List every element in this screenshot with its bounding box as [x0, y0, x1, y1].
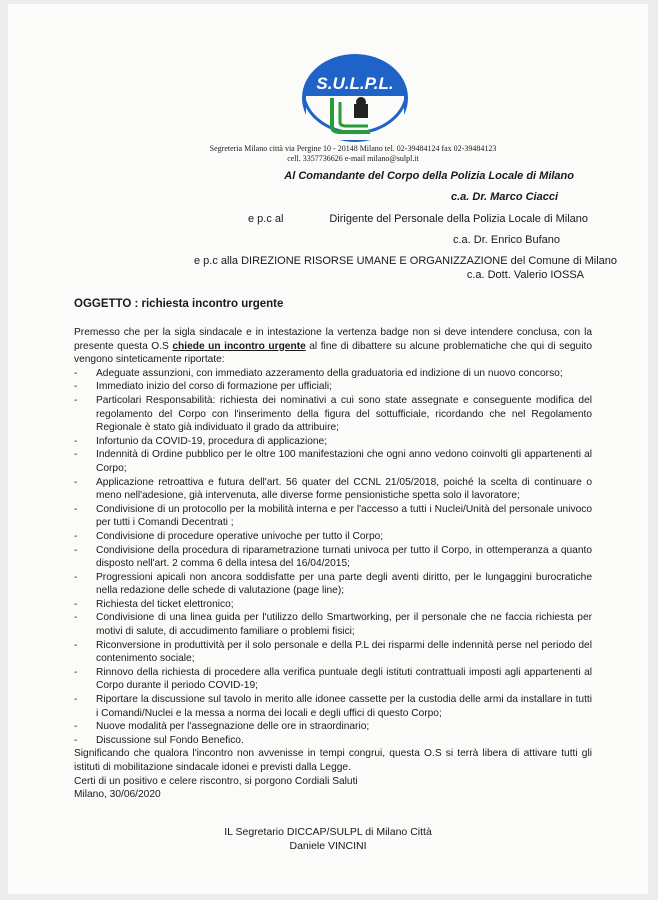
signature-title: IL Segretario DICCAP/SULPL di Milano Città — [224, 826, 432, 838]
list-item: - Infortunio da COVID-19, procedura di applicazione; — [74, 435, 592, 449]
list-item: - Condivisione della procedura di riparametrazione turnati univoca per tutto il Corpo, in ottemperanza a quanto disposto nell'art. 2 comma 6 della intesa del 16/04/2015; — [74, 544, 592, 571]
recipient-personnel: Dirigente del Personale della Polizia Locale di Milano — [329, 213, 588, 225]
list-item: - Condivisione di procedure operative univoche per tutto il Corpo; — [74, 530, 592, 544]
list-item: - Applicazione retroattiva e futura dell'art. 56 quater del CCNL 21/05/2018, poiché la scelta di continuare o meno nell'adesione, già intervenuta, alle diverse forme pensionistiche spetta solo il lavoratore; — [74, 476, 592, 503]
recipient-cc-prefix: e p.c al — [248, 213, 284, 225]
list-item: - Rinnovo della richiesta di procedere alla verifica puntuale degli istituti contrattuali imposti agli appartenenti al Corpo durante il periodo COVID-19; — [74, 666, 592, 693]
intro-paragraph: Premesso che per la sigla sindacale e in intestazione la vertenza badge non si deve intendere conclusa, con la presente questa O.S chiede un incontro urgente al fine di dibattere su alcune problematiche che qui di seguito vengono sinteticamente riportate: — [74, 327, 592, 366]
letterhead — [158, 144, 548, 164]
list-item: - Riportare la discussione sul tavolo in merito alle idonee cassette per la custodia delle armi da installare in tutti i Comandi/Nuclei e la messa a norma dei locali e degli uffici di questo Corpo; — [74, 693, 592, 720]
list-item: - Indennità di Ordine pubblico per le oltre 100 manifestazioni che ogni anno vedono coinvolti gli appartenenti al Corpo; — [74, 448, 592, 475]
recipient-commander: Al Comandante del Corpo della Polizia Locale di Milano — [284, 170, 574, 182]
sulpl-logo — [300, 52, 410, 144]
intro-emphasis: chiede un incontro urgente — [172, 340, 306, 352]
logo-text: S.U.L.P.L. — [316, 74, 394, 93]
list-item: - Particolari Responsabilità: richiesta dei nominativi a cui sono state assegnate e conseguente modifica del regolamento del Corpo con l'inserimento della figura del sottufficiale, ricordando che nel Regolamento Regionale è stato già individuato il grado da attribuire; — [74, 394, 592, 435]
signature-name: Daniele VINCINI — [289, 840, 367, 852]
request-list — [74, 367, 592, 748]
document-page — [8, 4, 648, 894]
list-item: - Nuove modalità per l'assegnazione delle ore in straordinario; — [74, 720, 592, 734]
list-item: - Condivisione di un protocollo per la mobilità interna e per l'accesso a tutti i Nuclei/Unità del personale univoco per tutti i Comandi Decentrati ; — [74, 503, 592, 530]
list-item: - Immediato inizio del corso di formazione per ufficiali; — [74, 380, 592, 394]
list-item: - Condivisione di una linea guida per l'utilizzo dello Smartworking, per il personale che ne faccia richiesta per motivi di salute, di accudimento familiare o problemi fisici; — [74, 611, 592, 638]
list-item: - Adeguate assunzioni, con immediato azzeramento della graduatoria ed indizione di un nuovo concorso; — [74, 367, 592, 381]
letter-body — [74, 326, 592, 802]
list-item: - Richiesta del ticket elettronico; — [74, 598, 592, 612]
place-date: Milano, 30/06/2020 — [74, 789, 161, 801]
subject-line: OGGETTO : richiesta incontro urgente — [74, 298, 284, 310]
recipient-hr-attn: c.a. Dott. Valerio IOSSA — [466, 269, 584, 281]
list-item: - Discussione sul Fondo Benefico. — [74, 734, 592, 748]
recipient-personnel-attn: c.a. Dr. Enrico Bufano — [453, 234, 560, 246]
closing-paragraph: Significando che qualora l'incontro non avvenisse in tempi congrui, questa O.S si terrà libera di attivare tutti gli istituti di mobilitazione sindacale idonei e previsti dalla Legge. — [74, 748, 592, 773]
letterhead-contacts: cell. 3357736626 e-mail milano@sulpl.it — [287, 154, 419, 163]
recipient-hr: e p.c alla DIREZIONE RISORSE UMANE E ORGANIZZAZIONE del Comune di Milano — [194, 255, 618, 267]
list-item: - Progressioni apicali non ancora soddisfatte per una parte degli aventi diritto, per le lungaggini burocratiche nella redazione delle schede di valutazione (page line); — [74, 571, 592, 598]
greeting: Certi di un positivo e celere riscontro, si porgono Cordiali Saluti — [74, 775, 358, 787]
letterhead-address: Segreteria Milano città via Pergine 10 - 20148 Milano tel. 02-39484124 fax 02-39484123 — [209, 144, 497, 153]
list-item: - Riconversione in produttività per il solo personale e della P.L dei risparmi delle indennità perse nel periodo del contenimento sociale; — [74, 639, 592, 666]
recipient-commander-attn: c.a. Dr. Marco Ciacci — [451, 191, 558, 203]
